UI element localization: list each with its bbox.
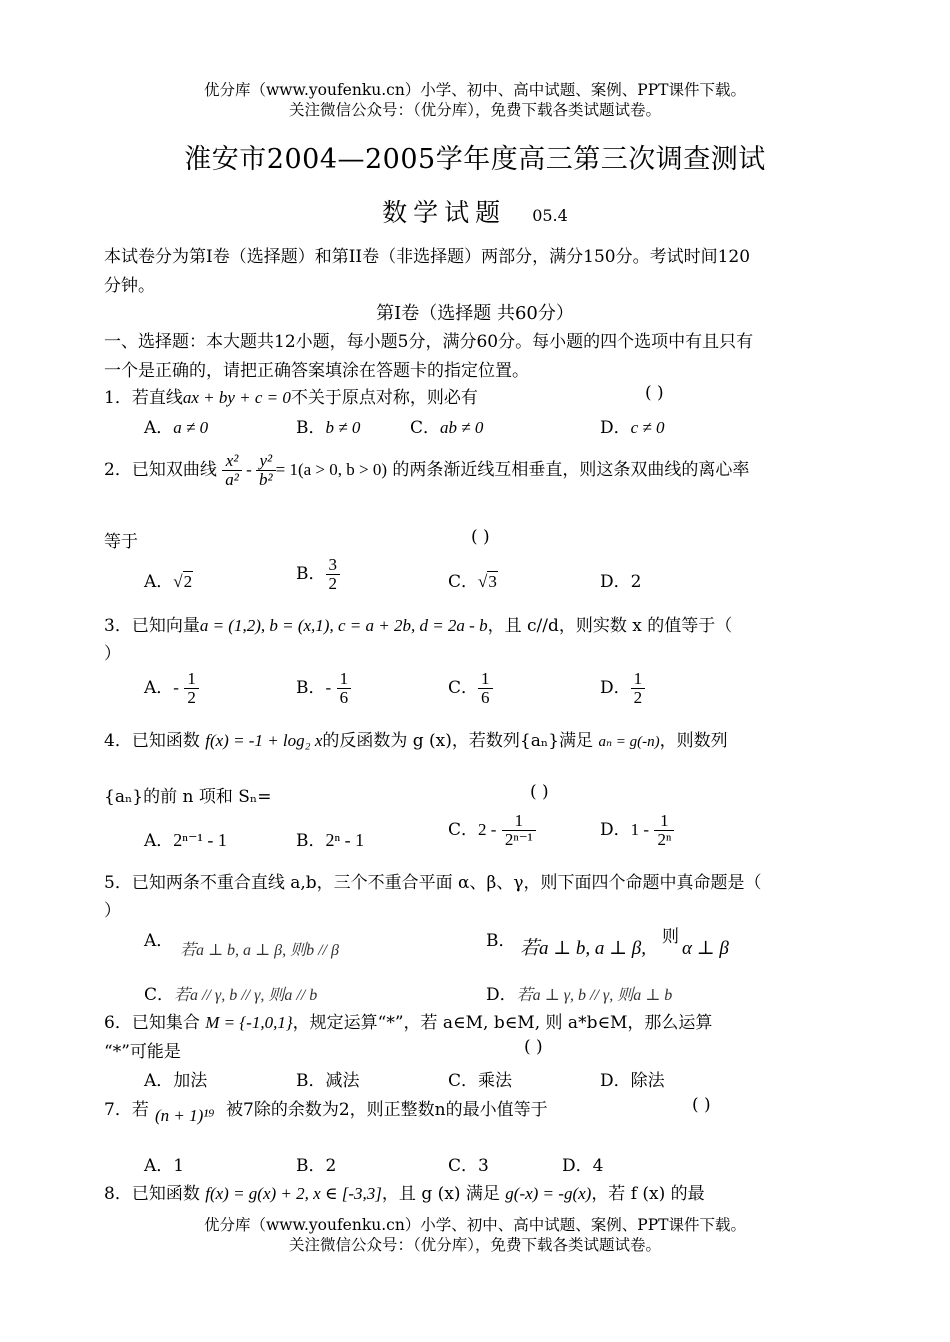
q3-option-c-label: C． [448, 677, 479, 698]
q2-a2: a² [225, 469, 239, 489]
q6-formula: M = {-1,0,1} [205, 1013, 293, 1032]
q3-option-b-den: 6 [339, 687, 349, 707]
q2-frac-y [256, 452, 276, 489]
q4-stem [104, 726, 728, 751]
q3-stem-a: 3．已知向量 [104, 616, 200, 636]
q1-option-a-label: A． [144, 418, 174, 438]
q3-stem [104, 611, 732, 636]
q3-formula: a = (1,2), b = (x,1), c = a + 2b, d = 2a - b [199, 616, 488, 635]
q7-stem-a: 7．若 [104, 1100, 149, 1120]
q4-option-c-label: C． [448, 819, 479, 840]
q1-option-b [296, 413, 360, 438]
exam-date: 05.4 [532, 206, 568, 225]
q3-option-c [448, 670, 493, 707]
q1-option-d-value: c ≠ 0 [630, 418, 665, 437]
q6-stem-b: ，规定运算“*”，若 a∈M, b∈M, 则 a*b∈M，那么运算 [292, 1013, 713, 1033]
q2-option-c-label: C． [448, 572, 479, 592]
q3-option-a [144, 670, 199, 707]
q7-formula: (n + 1)¹⁹ [155, 1106, 215, 1125]
footer-line-1: 优分库（www.youfenku.cn）小学、初中、高中试题、案例、PPT课件下载。 [203, 1216, 747, 1234]
q4-option-a [144, 826, 227, 851]
header-line-2: 关注微信公众号：（优分库），免费下载各类试题试卷。 [288, 101, 661, 119]
q2-stem-c: 等于 [104, 532, 138, 552]
q8-formula2: g(-x) = -g(x) [505, 1184, 592, 1203]
footer-line-2: 关注微信公众号：（优分库），免费下载各类试题试卷。 [288, 1236, 661, 1254]
q4-option-d-num: 1 [654, 812, 674, 831]
q4-option-c [448, 812, 536, 849]
part1-title: 第I卷（选择题 共60分） [376, 303, 574, 324]
q3-option-c-frac [478, 670, 493, 707]
q5-option-c-label: C． [144, 985, 175, 1005]
q1-option-c-label: C． [410, 418, 441, 438]
q3-option-b-minus: - [325, 677, 332, 697]
q3-stem-c: ） [104, 644, 121, 664]
intro-line-2: 分钟。 [104, 276, 155, 296]
q2-y2: y² [256, 452, 276, 471]
q3-option-b-num: 1 [337, 670, 352, 689]
q5-option-b-then: 则 [662, 927, 679, 947]
q2-option-b-frac [326, 556, 341, 593]
q3-option-a-frac [184, 670, 199, 707]
q3-option-c-den: 6 [481, 687, 490, 707]
q3-option-a-label: A． [144, 677, 174, 698]
header-line-1: 优分库（www.youfenku.cn）小学、初中、高中试题、案例、PPT课件下载。 [203, 81, 747, 99]
q1-option-a-value: a ≠ 0 [173, 418, 209, 437]
q4-option-b [296, 826, 364, 851]
q8-stem [104, 1179, 705, 1204]
q3-option-a-num: 1 [184, 670, 199, 689]
q3-option-a-minus: - [173, 677, 179, 697]
q4-option-b-label: B． [296, 831, 326, 851]
q5-option-a-label: A． [144, 931, 174, 951]
q1-stem-a: 1．若直线 [104, 388, 183, 408]
q4-option-d [600, 812, 674, 849]
q4-option-d-label: D． [600, 819, 631, 840]
q2-stem: 2．已知双曲线 $\frac{\text{x²}}{\text{a²}}$ - $\frac{\text{y²}}{\text{b²}}$ = 1(a > 0, b > 0) 的两条渐近线互相垂直，则这条双曲线的离心率 [104, 451, 750, 489]
q2-option-b-den: 2 [328, 573, 337, 593]
q1-option-a [144, 413, 208, 438]
q5-option-b-label: B． [486, 931, 516, 951]
q5-option-d-value: 若a ⊥ γ, b // γ, 则a ⊥ b [516, 987, 673, 1004]
q2-option-b [296, 556, 340, 593]
intro-line-1: 本试卷分为第I卷（选择题）和第II卷（非选择题）两部分，满分150分。考试时间120 [104, 247, 751, 267]
q1-option-d-label: D． [600, 418, 631, 438]
q1-answer-paren: ( ) [645, 383, 664, 403]
q2-sqrt-3: √3 [478, 572, 497, 591]
q1-option-b-label: B． [296, 418, 326, 438]
q4-option-b-value: 2ⁿ - 1 [325, 830, 365, 850]
q2-option-d: D．2 [600, 572, 642, 592]
q8-formula: f(x) = g(x) + 2, x ∈ [-3,3] [205, 1184, 382, 1203]
q4-formula: f(x) = -1 + log₂ x [205, 731, 323, 750]
q6-option-b: B．减法 [296, 1071, 360, 1091]
q5-option-b-result: α ⊥ β [682, 938, 729, 959]
q6-stem-c: “*”可能是 [104, 1042, 181, 1062]
q6-stem [104, 1008, 712, 1033]
q6-stem-a: 6．已知集合 [104, 1013, 200, 1033]
q8-stem-a: 8．已知函数 [104, 1184, 200, 1204]
q3-option-a-den: 2 [187, 687, 196, 707]
q3-stem-b: ，且 c//d，则实数 x 的值等于（ [487, 616, 733, 636]
q4-seq: aₙ = g(-n) [598, 734, 660, 750]
q2-eq: = 1(a > 0, b > 0) [275, 459, 388, 479]
q3-option-b [296, 670, 351, 707]
q3-option-b-label: B． [296, 677, 326, 698]
q6-answer-paren: ( ) [524, 1037, 543, 1057]
q5-option-c-value: 若a // γ, b // γ, 则a // b [174, 987, 318, 1004]
q7-option-c: C．3 [448, 1156, 489, 1176]
section1-line-1: 一、选择题：本大题共12小题，每小题5分，满分60分。每小题的四个选项中有且只有 [104, 332, 754, 352]
q4-stem-c: ，则数列 [659, 731, 728, 751]
q6-option-d: D．除法 [600, 1071, 665, 1091]
q2-option-a-value: 2 [183, 572, 193, 591]
q1-option-c [410, 413, 483, 438]
q3-option-d-label: D． [600, 677, 631, 698]
q4-option-d-frac [654, 812, 674, 849]
q2-option-c-value: 3 [488, 572, 497, 591]
q5-option-b-value: 若a ⊥ b, a ⊥ β, [520, 938, 646, 959]
q5-stem-b: ） [104, 901, 121, 921]
q2-option-b-num: 3 [326, 556, 341, 575]
q2-answer-paren: ( ) [471, 527, 490, 547]
q4-option-a-value: 2ⁿ⁻¹ - 1 [173, 830, 227, 850]
q4-option-c-pre: 2 - [478, 819, 497, 839]
q5-option-a-value: 若a ⊥ b, a ⊥ β, 则b // β [180, 942, 339, 959]
q5-stem-a: 5．已知两条不重合直线 a,b，三个不重合平面 α、β、γ，则下面四个命题中真命题是（ [104, 873, 762, 893]
q7-option-a: A．1 [144, 1156, 185, 1176]
q4-option-d-den: 2ⁿ [657, 829, 672, 849]
exam-subtitle-row [0, 193, 950, 229]
q4-stem-a: 4．已知函数 [104, 731, 200, 751]
q1-option-b-value: b ≠ 0 [325, 418, 361, 437]
q4-option-d-pre: 1 - [630, 819, 650, 839]
q5-option-d [486, 980, 672, 1005]
q1-stem-b: 不关于原点对称，则必有 [290, 388, 478, 408]
q1-option-c-value: ab ≠ 0 [440, 418, 484, 437]
q7-option-b: B．2 [296, 1156, 337, 1176]
q2-option-c [448, 567, 498, 592]
q7-answer-paren: ( ) [692, 1095, 711, 1115]
q2-option-b-label: B． [296, 563, 326, 584]
q1-option-d [600, 413, 665, 438]
q4-option-a-label: A． [144, 831, 174, 851]
exam-title: 淮安市2004—2005学年度高三第三次调查测试 [184, 144, 766, 175]
q4-option-c-num: 1 [502, 812, 536, 831]
q2-option-a-label: A． [144, 572, 174, 592]
q6-option-a: A．加法 [144, 1071, 208, 1091]
q2-stem-a: 2．已知双曲线 [104, 459, 217, 480]
q7-option-d: D．4 [562, 1156, 604, 1176]
q4-option-c-den: 2ⁿ⁻¹ [504, 829, 533, 849]
q1-stem [104, 383, 478, 408]
q4-stem-b: 的反函数为 g (x)，若数列{aₙ}满足 [322, 731, 594, 751]
q8-stem-c: ，若 f (x) 的最 [591, 1184, 705, 1204]
q3-option-b-frac [337, 670, 352, 707]
q4-answer-paren: ( ) [530, 782, 549, 802]
q7-stem-b: 被7除的余数为2，则正整数n的最小值等于 [226, 1100, 548, 1120]
q3-option-d [600, 670, 645, 707]
q2-b2: b² [259, 469, 273, 489]
q1-formula: ax + by + c = 0 [182, 388, 291, 407]
q2-stem-b: 的两条渐近线互相垂直，则这条双曲线的离心率 [392, 459, 750, 480]
section1-line-2: 一个是正确的，请把正确答案填涂在答题卡的指定位置。 [104, 361, 529, 381]
q2-option-a [144, 567, 193, 592]
q3-option-c-num: 1 [478, 670, 493, 689]
q2-sqrt-2: √2 [173, 572, 193, 591]
exam-subtitle: 数学试题 [382, 198, 507, 227]
q8-stem-b: ，且 g (x) 满足 [381, 1184, 500, 1204]
q4-stem-d: {aₙ}的前 n 项和 Sₙ= [104, 787, 272, 807]
q3-option-d-den: 2 [633, 687, 643, 707]
q3-option-d-num: 1 [631, 670, 646, 689]
q5-option-d-label: D． [486, 985, 517, 1005]
q2-frac-x [222, 452, 242, 489]
q6-option-c: C．乘法 [448, 1071, 513, 1091]
q4-option-c-frac [502, 812, 536, 849]
q5-option-c [144, 980, 317, 1005]
q2-x2: x² [222, 452, 242, 471]
q3-option-d-frac [631, 670, 646, 707]
